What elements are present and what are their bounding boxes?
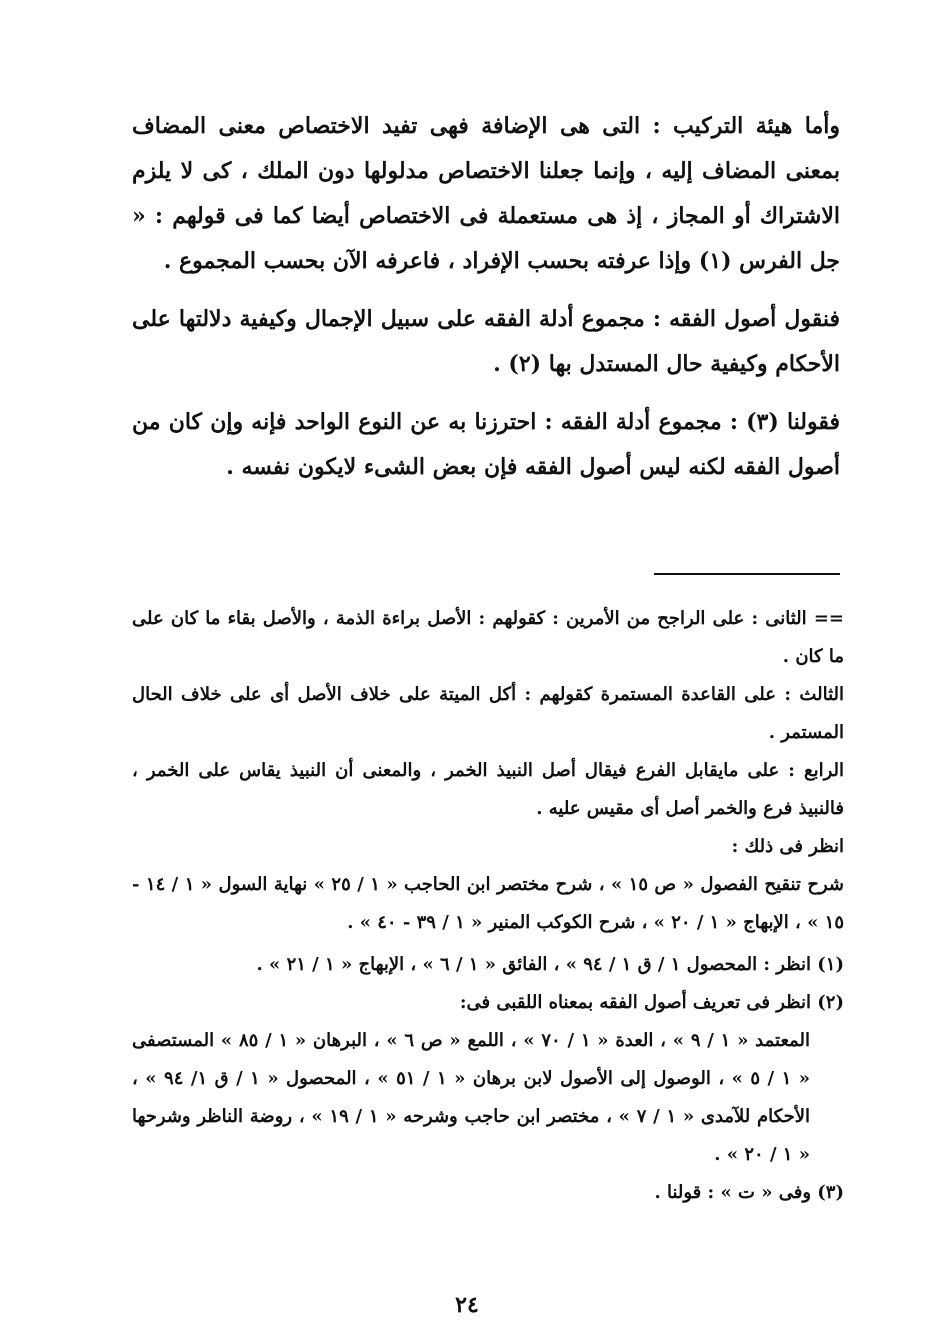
footnotes <box>132 600 844 1212</box>
footnote-2-heading: (٢) انظر فى تعريف أصول الفقه بمعناه اللقبى فى: <box>459 992 844 1013</box>
paragraph-composition: وأما هيئة التركيب : التى هى الإضافة فهى تفيد الاختصاص معنى المضاف بمعنى المضاف إليه ، وإنما جعلنا الاختصاص مدلولها دون الملك ، كى لا يلزم الاشتراك أو المجاز ، إذ هى مستعملة فى الاختصاص أيضا كما فى قولهم : « جل الفرس (١) وإذا عرفته بحسب الإفراد ، فاعرفه الآن بحسب المجموع . <box>132 113 840 274</box>
main-text <box>132 104 840 490</box>
footnote-continued-second: == الثانى : على الراجح من الأمرين : كقولهم : الأصل براءة الذمة ، والأصل بقاء ما كان على ما كان . <box>132 608 844 667</box>
paragraph-explanation: فقولنا (٣) : مجموع أدلة الفقه : احترزنا به عن النوع الواحد فإنه وإن كان من أصول الفقه لكنه ليس أصول الفقه فإن بعض الشىء لايكون نفسه . <box>132 409 840 480</box>
footnote-1: (١) انظر : المحصول ١ / ق ١ / ٩٤ » ، الفائق « ١ / ٦ » ، الإبهاج « ١ / ٢١ » . <box>256 954 844 975</box>
footnote-continued-third: الثالث : على القاعدة المستمرة كقولهم : أكل الميتة على خلاف الأصل أى على خلاف الحال المستمر . <box>132 684 844 743</box>
paragraph-definition: فنقول أصول الفقه : مجموع أدلة الفقه على سبيل الإجمال وكيفية دلالتها على الأحكام وكيفية حال المستدل بها (٢) . <box>132 306 840 377</box>
footnote-references: شرح تنقيح الفصول « ص ١٥ » ، شرح مختصر ابن الحاجب « ١ / ٢٥ » نهاية السول « ١ / ١٤ - ١٥ » ، الإبهاج « ١ / ٢٠ » ، شرح الكوكب المنير « ١ / ٣٩ - ٤٠ » . <box>132 874 844 933</box>
footnote-see-also: انظر فى ذلك : <box>731 836 844 857</box>
footnote-divider <box>654 573 840 575</box>
footnote-2-body: المعتمد « ١ / ٩ » ، العدة « ١ / ٧٠ » ، اللمع « ص ٦ » ، البرهان « ١ / ٨٥ » المستصفى « ١ / ٥ » ، الوصول إلى الأصول لابن برهان « ١ / ٥١ » ، المحصول « ١ / ق ١/ ٩٤ » ، الأحكام للآمدى « ١ / ٧ » ، مختصر ابن حاجب وشرحه « ١ / ١٩ » ، روضة الناظر وشرحها « ١ / ٢٠ » . <box>132 1030 811 1165</box>
page-number: ٢٤ <box>455 1292 479 1318</box>
footnote-continued-fourth: الرابع : على مايقابل الفرع فيقال أصل النبيذ الخمر ، والمعنى أن النبيذ يقاس على الخمر ، فالنبيذ فرع والخمر أصل أى مقيس عليه . <box>132 760 844 819</box>
footnote-3: (٣) وفى « ت » : قولنا . <box>654 1182 844 1203</box>
